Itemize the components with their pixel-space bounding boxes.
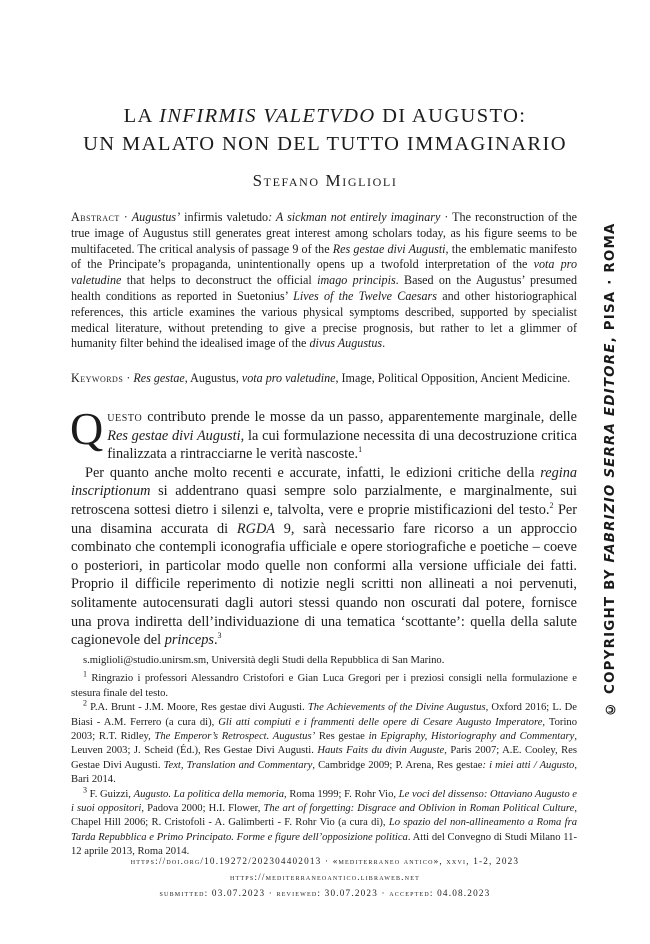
drop-cap: Q <box>70 403 104 454</box>
footnote-2: $^2$ P.A. Brunt - J.M. Moore, Res gestae divi Augusti. The Achievements of the Divine Augustus, Oxford 2016; L. De Biasi - A.M. Ferrero (a cura di), Gli atti compiuti e i frammenti delle opere di Cesare Augusto Imperatore, Torino 2003; R.T. Ridley, The Emperor’s Retrospect. Augustus’ Res gestae in Epigraphy, Historiography and Commentary, Leuven 2003; J. Scheid (Éd.), Res Gestae Divi Augusti. Hauts Faits du divin Auguste, Paris 2007; A.E. Cooley, Res Gestae Divi Augusti. Text, Translation and Commentary, Cambridge 2009; P. Arena, Res gestae: i miei atti / Augusto, Bari 2014. <box>71 698 577 786</box>
title-italic: INFIRMIS VALETVDO <box>159 105 376 127</box>
footnote-1: $^1$ Ringrazio i professori Alessandro Cristofori e Gian Luca Gregori per i preziosi consigli nella formulazione e stesura finale del testo. <box>71 669 577 699</box>
submission-dates: submitted: 03.07.2023 · reviewed: 30.07.2023 · accepted: 04.08.2023 <box>159 888 491 898</box>
footnote-3: $^3$ F. Guizzi, Augusto. La politica della memoria, Roma 1999; F. Rohr Vio, Le voci del dissenso: Ottaviano Augusto e i suoi oppositori, Padova 2000; H.I. Flower, The art of forgetting: Disgrace and Oblivion in Roman Political Culture, Chapel Hill 2006; R. Cristofoli - A. Galimberti - F. Rohr Vio (a cura di), Lo spazio del non-allineamento a Roma fra Tarda Repubblica e Primo Principato. Forme e figure dell’opposizione politica. Atti del Convegno di Studi Milano 11-12 aprile 2013, Roma 2014. <box>71 785 577 858</box>
paragraph-2: Per quanto anche molto recenti e accurate, infatti, le edizioni critiche della regina inscriptionum si addentrano quasi sempre solo parzialmente, e marginalmente, sui retroscena sottesi dietro i silenzi e, talvolta, vere e proprie mistificazioni del testo.$^2$ Per una disamina accurata di RGDA 9, sarà necessario fare ricorso a un approccio combinato che contempli iconografia ufficiale e opere storiografiche e poetiche – coeve o posteriori, in particolar modo quelle non conformi alla versione ufficiale dei fatti. Proprio il difficile reperimento di notizie negli scritti non allineati a noi pervenuti, solitamente autocensurati dagli autori stessi quando non oscurati dal potere, fornisce una prova indiretta dell’individuazione di una tematica ‘scottante’: quella della salute cagionevole del princeps.$^3$ <box>71 464 578 649</box>
website-link[interactable]: https://mediterraneoantico.libraweb.net <box>230 872 420 882</box>
keywords: Keywords · Res gestae, Augustus, vota pro valetudine, Image, Political Opposition, Ancient Medicine. <box>71 371 571 385</box>
body-text <box>70 403 578 650</box>
doi-line[interactable]: https://doi.org/10.19272/202304402013 · «mediterraneo antico», xxvi, 1-2, 2023 <box>130 856 520 866</box>
article-title-line-1: LA INFIRMIS VALETVDO DI AUGUSTO: <box>123 105 527 127</box>
paragraph-1: Questo contributo prende le mosse da un passo, apparentemente marginale, delle Res gestae divi Augusti, la cui formulazione necessita di una decostruzione critica finalizzata a rintracciarne le verità nascoste.$^1$ <box>70 403 577 463</box>
author-name: Stefano Miglioli <box>252 171 398 190</box>
copyright-notice: © COPYRIGHT BY FABRIZIO SERRA EDITORE, PISA · ROMA <box>603 222 618 716</box>
footnotes <box>71 654 577 860</box>
author-affiliation: s.miglioli@studio.unirsm.sm, Università degli Studi della Repubblica di San Marino. <box>83 655 445 666</box>
footnote-ref-3[interactable]: 3 <box>217 631 222 641</box>
footnote-ref-1[interactable]: 1 <box>358 445 363 455</box>
footnote-ref-2[interactable]: 2 <box>549 501 554 511</box>
article-title-line-2: UN MALATO NON DEL TUTTO IMMAGINARIO <box>83 133 567 155</box>
abstract: Abstract · Augustus’ infirmis valetudo: A sickman not entirely imaginary · The reconstruction of the true image of Augustus still generates great interest among scholars today, as his figure seems to be multifaceted. The critical analysis of passage 9 of the Res gestae divi Augusti, the emblematic manifesto of the Principate’s propaganda, unintentionally opens up a twofold interpretation of the vota pro valetudine that helps to deconstruct the official imago principis. Based on the Augustus’ presumed health conditions as reported in Suetonius’ Lives of the Twelve Caesars and other historiographical references, this article examines the various physical symptoms described, supported by specialist medical literature, without pretending to give a precise prognosis, but rather to let a glimmer of humanity filter behind the idealised image of the divus Augustus. <box>71 210 578 351</box>
